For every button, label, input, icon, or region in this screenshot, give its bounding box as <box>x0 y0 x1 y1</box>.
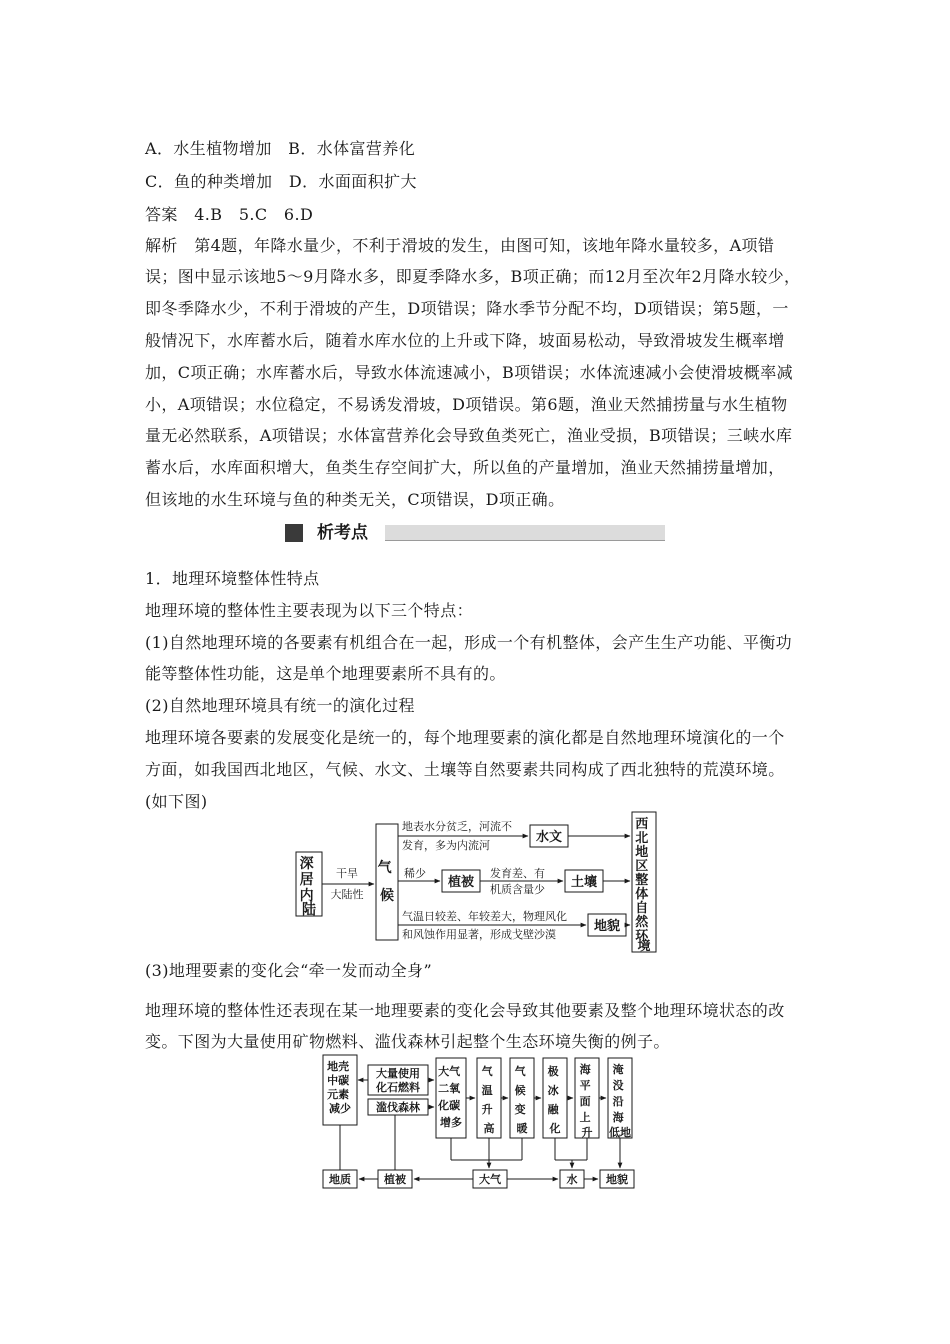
body-line: (如下图) <box>145 792 208 811</box>
ice-label <box>547 1064 563 1135</box>
char: 冰 <box>547 1084 559 1097</box>
veg-label: 植被 <box>384 1173 406 1186</box>
section-title: 析考点 <box>317 523 368 543</box>
char: 温 <box>481 1084 493 1097</box>
analysis-line: 小，A项错误；水位稳定，不易诱发滑坡，D项错误。第6题，渔业天然捕捞量与水生植物 <box>145 395 788 414</box>
atmos-label: 大气 <box>479 1173 501 1186</box>
soil-label: 土壤 <box>570 875 598 890</box>
landform-label: 地貌 <box>593 919 621 934</box>
arrow-label-top: 干旱 <box>336 867 358 880</box>
temp-label <box>482 1064 497 1135</box>
analysis-line: 般情况下，水库蓄水后，随着水库水位的上升或下降，坡面易松动，导致滑坡发生概率增 <box>145 331 785 350</box>
char: 气 <box>481 1065 493 1078</box>
fossil-text-1: 大量使用 <box>376 1067 420 1080</box>
body-line: (1)自然地理环境的各要素有机组合在一起，形成一个有机整体，会产生生产功能、平衡功 <box>145 633 793 652</box>
char: 平 <box>579 1079 591 1092</box>
char: 环 <box>635 929 649 944</box>
char: 升 <box>581 1126 593 1139</box>
analysis-line: 即冬季降水少，不利于滑坡的产生，D项错误；降水季节分配不均，D项错误；第5题，一 <box>145 299 789 318</box>
top-text-2: 发育，多为内流河 <box>402 839 490 852</box>
char: 没 <box>612 1079 624 1092</box>
analysis-line: 但该地的水生环境与鱼的种类无关，C项错误，D项正确。 <box>145 490 565 509</box>
char: 自 <box>635 901 649 916</box>
body-line: (3)地理要素的变化会“牵一发而动全身” <box>145 961 433 980</box>
char: 化 <box>549 1122 561 1135</box>
analysis-line: 加，C项正确；水库蓄水后，导致水体流速减小，B项错误；水体流速减小会使滑坡概率减 <box>145 363 794 382</box>
char: 然 <box>635 915 649 930</box>
char: 区 <box>635 859 649 874</box>
mid-label: 稀少 <box>404 867 426 880</box>
answer-line: 答案 4.B 5.C 6.D <box>145 205 314 224</box>
option-line-cd: C．鱼的种类增加 D．水面面积扩大 <box>145 172 417 191</box>
char: 候 <box>514 1084 526 1097</box>
co2-label <box>437 1064 464 1129</box>
char: 极 <box>547 1065 559 1078</box>
char: 面 <box>579 1095 591 1108</box>
char: 内 <box>299 888 314 904</box>
char: 高 <box>483 1122 495 1135</box>
top-text-1: 地表水分贫乏，河流不 <box>402 820 512 833</box>
char: 气 <box>514 1065 526 1078</box>
water-label: 水 <box>566 1173 578 1186</box>
deforest-label: 滥伐森林 <box>376 1101 420 1114</box>
char: 沿 <box>612 1095 624 1108</box>
analysis-line: 解析 第4题，年降水量少，不利于滑坡的发生，由图可知，该地年降水量较多，A项错 <box>145 236 775 255</box>
char: 整 <box>635 873 649 888</box>
char: 候 <box>380 888 394 904</box>
body-line: 能等整体性功能，这是单个地理要素所不具有的。 <box>145 664 506 683</box>
char: 北 <box>635 831 649 846</box>
sea-label <box>580 1062 595 1139</box>
crust-label <box>327 1059 353 1115</box>
char: 暖 <box>516 1122 528 1135</box>
heading-line: 1．地理环境整体性特点 <box>145 569 320 588</box>
option-line-ab: A．水生植物增加 B．水体富营养化 <box>145 139 416 158</box>
analysis-line: 误；图中显示该地5～9月降水多，即夏季降水多，B项正确；而12月至次年2月降水较少， <box>145 267 801 286</box>
hydrology-label: 水文 <box>535 830 563 845</box>
landform2-label: 地貌 <box>606 1173 628 1186</box>
bot-text-2: 和风蚀作用显著，形成戈壁沙漠 <box>402 928 556 941</box>
char: 地壳 <box>327 1060 350 1073</box>
char: 低地 <box>609 1126 631 1139</box>
body-line: 地理环境的整体性主要表现为以下三个特点： <box>145 601 474 620</box>
arrow-label-bottom: 大陆性 <box>330 888 364 901</box>
char: 减少 <box>329 1102 351 1115</box>
body-line: 方面，如我国西北地区，气候、水文、土壤等自然要素共同构成了西北独特的荒漠环境。 <box>145 760 785 779</box>
char: 中碳 <box>327 1074 350 1087</box>
char: 升 <box>481 1103 493 1116</box>
char: 化碳 <box>438 1099 461 1112</box>
mid-text-2: 机质含量少 <box>490 883 545 896</box>
analysis-line: 蓄水后，水库面积增大，鱼类生存空间扩大，所以鱼的产量增加，渔业天然捕捞量增加， <box>145 458 785 477</box>
char: 融 <box>547 1103 559 1116</box>
fossil-text-2: 化石燃料 <box>376 1081 420 1094</box>
char: 海 <box>579 1063 591 1076</box>
char: 境 <box>637 939 651 954</box>
warm-label <box>515 1064 530 1135</box>
char: 西 <box>635 817 649 832</box>
char: 体 <box>635 887 649 902</box>
char: 地 <box>635 845 649 860</box>
char: 二氧 <box>438 1082 461 1095</box>
char: 上 <box>579 1111 591 1124</box>
flood-label <box>609 1062 631 1139</box>
char: 海 <box>612 1111 624 1124</box>
char: 大气 <box>438 1065 461 1078</box>
mid-text-1: 发育差、有 <box>490 867 545 880</box>
geology-label: 地质 <box>329 1173 351 1186</box>
char: 淹 <box>612 1063 624 1076</box>
char: 陆 <box>302 902 316 918</box>
vegetation-label: 植被 <box>447 875 475 890</box>
body-line: 变。下图为大量使用矿物燃料、滥伐森林引起整个生态环境失衡的例子。 <box>145 1032 670 1051</box>
body-line: 地理环境各要素的发展变化是统一的，每个地理要素的演化都是自然地理环境演化的一个 <box>145 728 785 747</box>
char: 气 <box>377 860 392 876</box>
char: 变 <box>514 1103 526 1116</box>
body-line: (2)自然地理环境具有统一的演化过程 <box>145 696 415 715</box>
body-line: 地理环境的整体性还表现在某一地理要素的变化会导致其他要素及整个地理环境状态的改 <box>145 1001 785 1020</box>
char: 深 <box>299 856 314 872</box>
char: 增多 <box>440 1116 462 1129</box>
bot-text-1: 气温日较差、年较差大，物理风化 <box>402 910 567 923</box>
char: 元素 <box>327 1088 350 1101</box>
char: 居 <box>299 872 314 888</box>
analysis-line: 量无必然联系，A项错误；水体富营养化会导致鱼类死亡，渔业受损，B项错误；三峡水库 <box>145 426 793 445</box>
